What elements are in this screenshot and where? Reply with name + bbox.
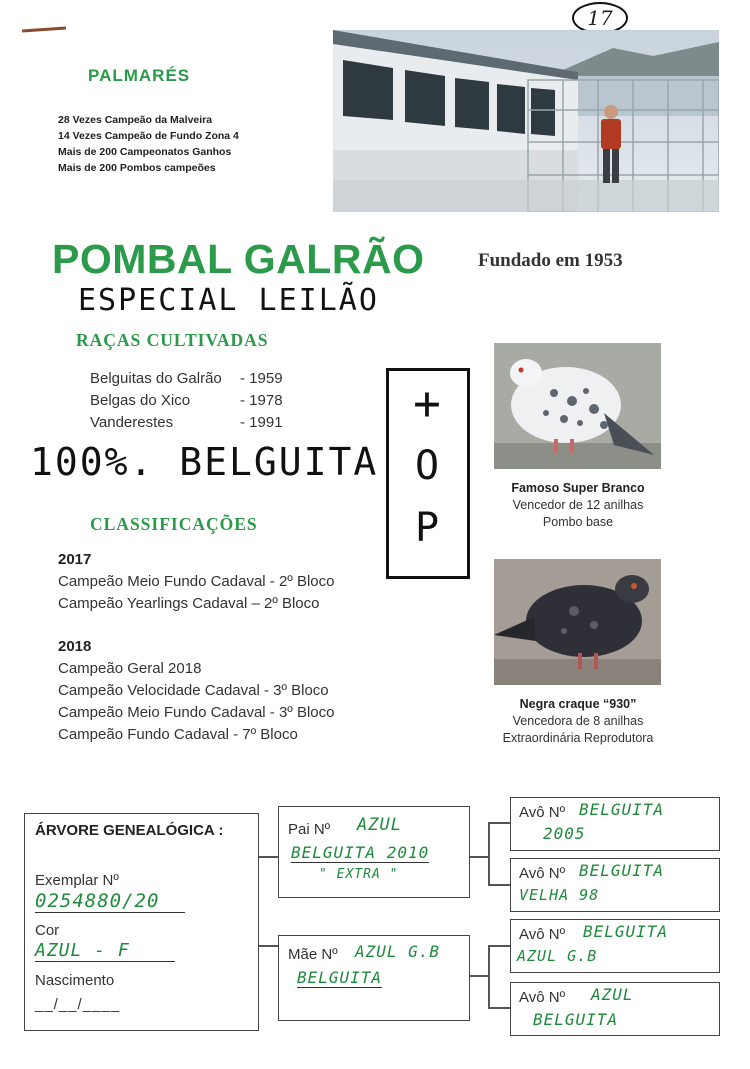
founded-text: Fundado em 1953 — [478, 250, 623, 271]
pedigree-title: ÁRVORE GENEALÓGICA : — [35, 822, 224, 839]
avo-label: Avô Nº — [519, 926, 566, 943]
bird2-name: Negra craque “930” — [519, 697, 637, 711]
mae-label: Mãe Nº — [288, 946, 338, 963]
racas-title: RAÇAS CULTIVADAS — [76, 330, 269, 350]
year-2018: 2018 — [58, 638, 92, 655]
top-letter: + — [413, 376, 443, 430]
classification-item: Campeão Yearlings Cadaval – 2º Bloco — [58, 595, 320, 612]
breed-name: Belgas do Xico — [90, 392, 191, 409]
mae-line2: BELGUITA — [297, 968, 383, 987]
avo4-line2: BELGUITA — [533, 1010, 619, 1029]
nascimento-label: Nascimento — [35, 972, 115, 989]
cor-label: Cor — [35, 922, 60, 939]
brand-title: POMBAL GALRÃO — [52, 236, 425, 282]
classificacoes-title: CLASSIFICAÇÕES — [90, 514, 258, 534]
bird2-line1: Vencedora de 8 anilhas — [512, 714, 644, 728]
connector-line — [468, 975, 488, 977]
bird2-caption — [458, 696, 698, 747]
classification-item: Campeão Meio Fundo Cadaval - 3º Bloco — [58, 704, 335, 721]
classification-item: Campeão Geral 2018 — [58, 660, 202, 677]
mae-line1: AZUL G.B — [355, 942, 441, 961]
connector-line — [468, 856, 488, 858]
palmares-list — [58, 112, 239, 176]
mae-box — [278, 935, 470, 1021]
connector-line — [488, 822, 490, 885]
bird1-name: Famoso Super Branco — [511, 481, 645, 495]
avo-box-3 — [510, 919, 720, 973]
pai-line3: " EXTRA " — [319, 867, 399, 882]
top-letter: O — [414, 443, 442, 489]
loft-photo — [333, 30, 719, 212]
avo-label: Avô Nº — [519, 865, 566, 882]
exemplar-value: 0254880/20 — [35, 890, 185, 913]
bird2-line2: Extraordinária Reprodutora — [502, 731, 654, 745]
pai-label: Pai Nº — [288, 821, 331, 838]
avo3-line2: AZUL G.B — [517, 947, 598, 965]
connector-line — [257, 856, 279, 858]
breed-row — [90, 370, 283, 387]
palmares-title: PALMARÉS — [88, 66, 191, 85]
pai-line2: BELGUITA 2010 — [291, 843, 430, 862]
connector-line — [488, 945, 490, 1008]
breed-row — [90, 392, 283, 409]
connector-line — [488, 1007, 510, 1009]
pedigree-main-box — [24, 813, 259, 1031]
palmares-item: Mais de 200 Campeonatos Ganhos — [58, 146, 232, 158]
avo-box-2 — [510, 858, 720, 912]
connector-line — [488, 945, 510, 947]
classification-item: Campeão Fundo Cadaval - 7º Bloco — [58, 726, 298, 743]
breed-year: - 1978 — [240, 392, 283, 409]
top-box — [386, 368, 470, 579]
pen-mark — [22, 26, 66, 32]
pai-line1: AZUL — [357, 815, 402, 835]
bird1-line2: Pombo base — [542, 515, 614, 529]
breed-year: - 1959 — [240, 370, 283, 387]
nascimento-value: __/__/____ — [35, 996, 121, 1013]
stamp-number: 17 — [572, 2, 628, 34]
connector-line — [257, 945, 279, 947]
avo-label: Avô Nº — [519, 804, 566, 821]
palmares-item: 28 Vezes Campeão da Malveira — [58, 114, 213, 126]
year-2017: 2017 — [58, 551, 92, 568]
top-letter: P — [414, 505, 442, 551]
handwritten-special-auction: ESPECIAL LEILÃO — [78, 283, 379, 318]
bird1-line1: Vencedor de 12 anilhas — [512, 498, 644, 512]
breed-year: - 1991 — [240, 414, 283, 431]
classification-item: Campeão Meio Fundo Cadaval - 2º Bloco — [58, 573, 335, 590]
bird-photo-negra-craque — [494, 559, 661, 685]
avo1-line1: BELGUITA — [579, 800, 665, 819]
classification-item: Campeão Velocidade Cadaval - 3º Bloco — [58, 682, 329, 699]
connector-line — [488, 884, 510, 886]
pai-box — [278, 806, 470, 898]
avo3-line1: BELGUITA — [583, 922, 669, 941]
connector-line — [488, 822, 510, 824]
avo2-line2: VELHA 98 — [519, 886, 600, 904]
handwritten-belguita: 100%. BELGUITA — [30, 440, 379, 484]
avo-box-4 — [510, 982, 720, 1036]
avo2-line1: BELGUITA — [579, 861, 665, 880]
avo-label: Avô Nº — [519, 989, 566, 1006]
avo-box-1 — [510, 797, 720, 851]
cor-value: AZUL - F — [35, 940, 175, 962]
breed-name: Vanderestes — [90, 414, 174, 431]
breed-row — [90, 414, 283, 431]
breed-name: Belguitas do Galrão — [90, 370, 222, 387]
bird1-caption — [458, 480, 698, 531]
bird-photo-super-branco — [494, 343, 661, 469]
exemplar-label: Exemplar Nº — [35, 872, 119, 889]
avo4-line1: AZUL — [591, 985, 634, 1004]
avo1-line2: 2005 — [543, 824, 586, 843]
palmares-item: Mais de 200 Pombos campeões — [58, 162, 216, 174]
palmares-item: 14 Vezes Campeão de Fundo Zona 4 — [58, 130, 239, 142]
